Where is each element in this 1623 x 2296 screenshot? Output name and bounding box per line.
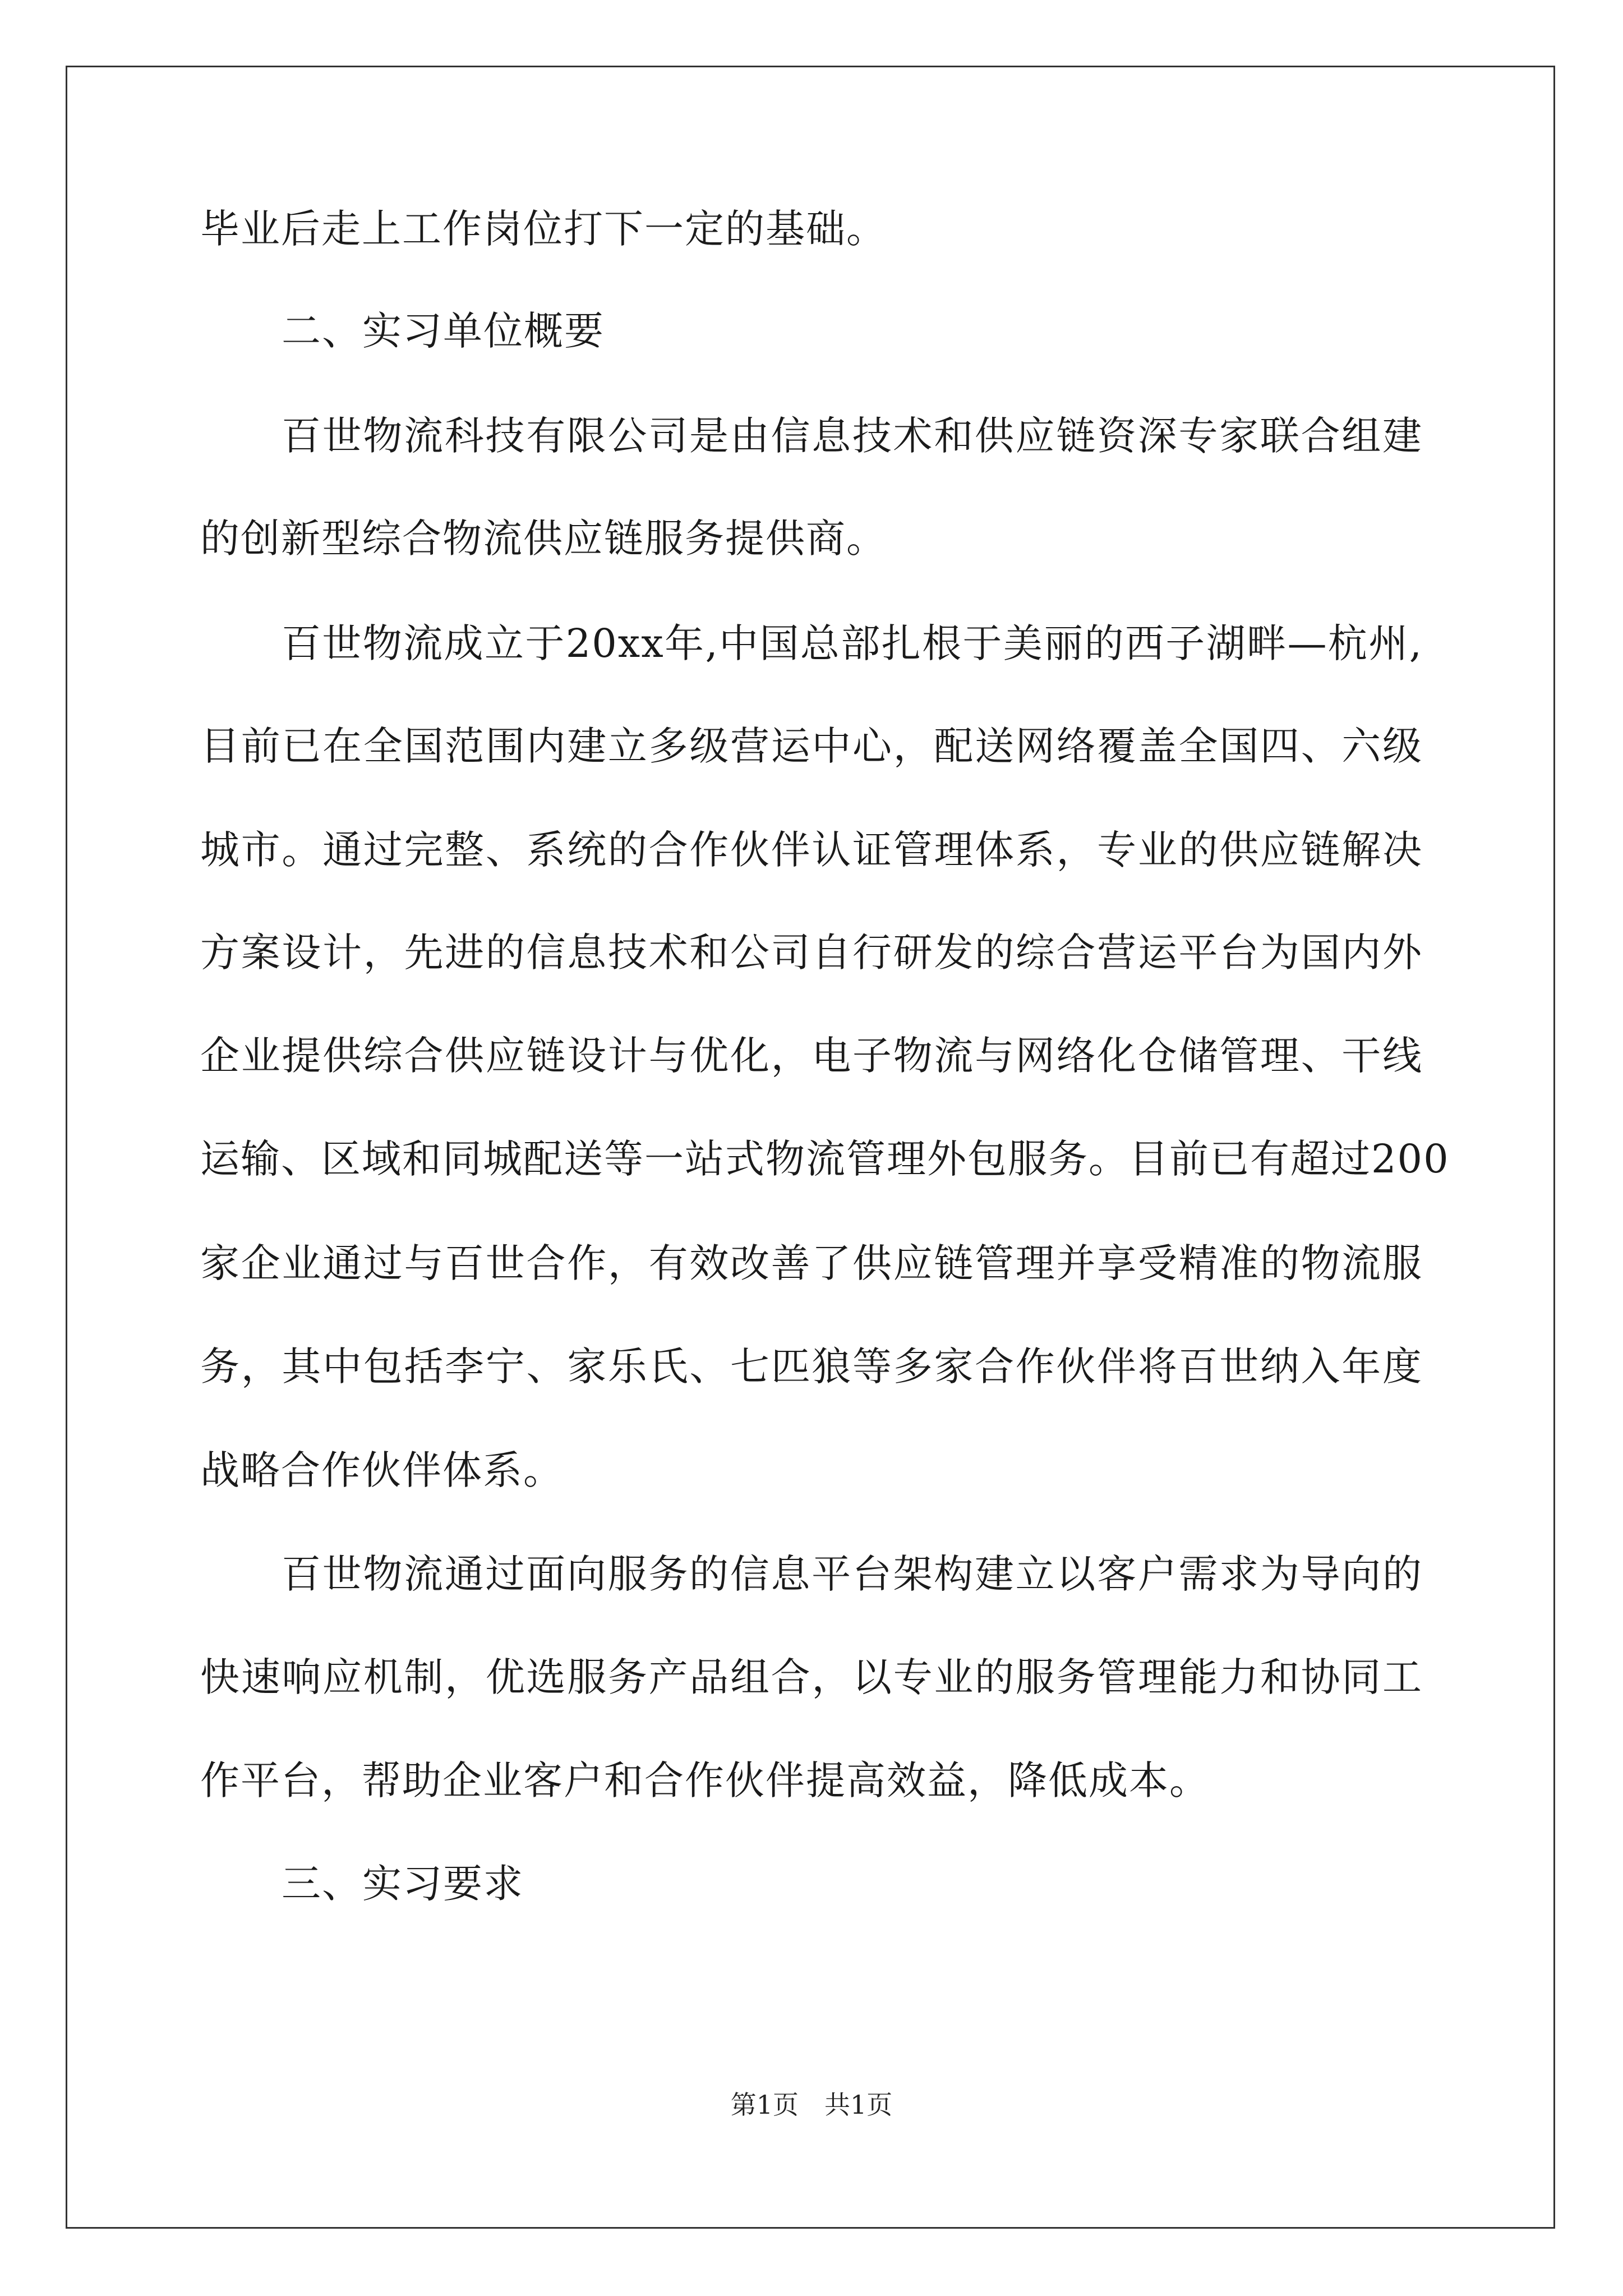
body-line: 务，其中包括李宁、家乐氏、七匹狼等多家合作伙伴将百世纳入年度 bbox=[200, 1343, 1423, 1389]
body-line: 作平台，帮助企业客户和合作伙伴提高效益，降低成本。 bbox=[200, 1757, 1210, 1803]
body-line: 百世物流成立于20xx年,中国总部扎根于美丽的西子湖畔—杭州, bbox=[282, 620, 1423, 666]
page-number: 第1页 共1页 bbox=[730, 2090, 893, 2120]
section-heading: 二、实习单位概要 bbox=[282, 308, 605, 354]
body-line: 城市。通过完整、系统的合作伙伴认证管理体系，专业的供应链解决 bbox=[200, 827, 1423, 873]
body-line: 目前已在全国范围内建立多级营运中心，配送网络覆盖全国四、六级 bbox=[200, 723, 1423, 769]
body-line: 家企业通过与百世合作，有效改善了供应链管理并享受精准的物流服 bbox=[200, 1240, 1423, 1286]
body-line: 百世物流科技有限公司是由信息技术和供应链资深专家联合组建 bbox=[282, 413, 1423, 459]
body-line: 方案设计，先进的信息技术和公司自行研发的综合营运平台为国内外 bbox=[200, 930, 1423, 976]
body-line: 百世物流通过面向服务的信息平台架构建立以客户需求为导向的 bbox=[282, 1551, 1423, 1597]
body-line: 毕业后走上工作岗位打下一定的基础。 bbox=[200, 206, 887, 252]
body-line: 快速响应机制，优选服务产品组合，以专业的服务管理能力和协同工 bbox=[200, 1654, 1423, 1700]
body-line: 战略合作伙伴体系。 bbox=[200, 1447, 564, 1493]
body-line: 运输、区域和同城配送等一站式物流管理外包服务。目前已有超过200 bbox=[200, 1136, 1450, 1182]
body-line: 的创新型综合物流供应链服务提供商。 bbox=[200, 516, 887, 562]
body-line: 企业提供综合供应链设计与优化，电子物流与网络化仓储管理、干线 bbox=[200, 1033, 1423, 1079]
section-heading: 三、实习要求 bbox=[282, 1861, 524, 1907]
